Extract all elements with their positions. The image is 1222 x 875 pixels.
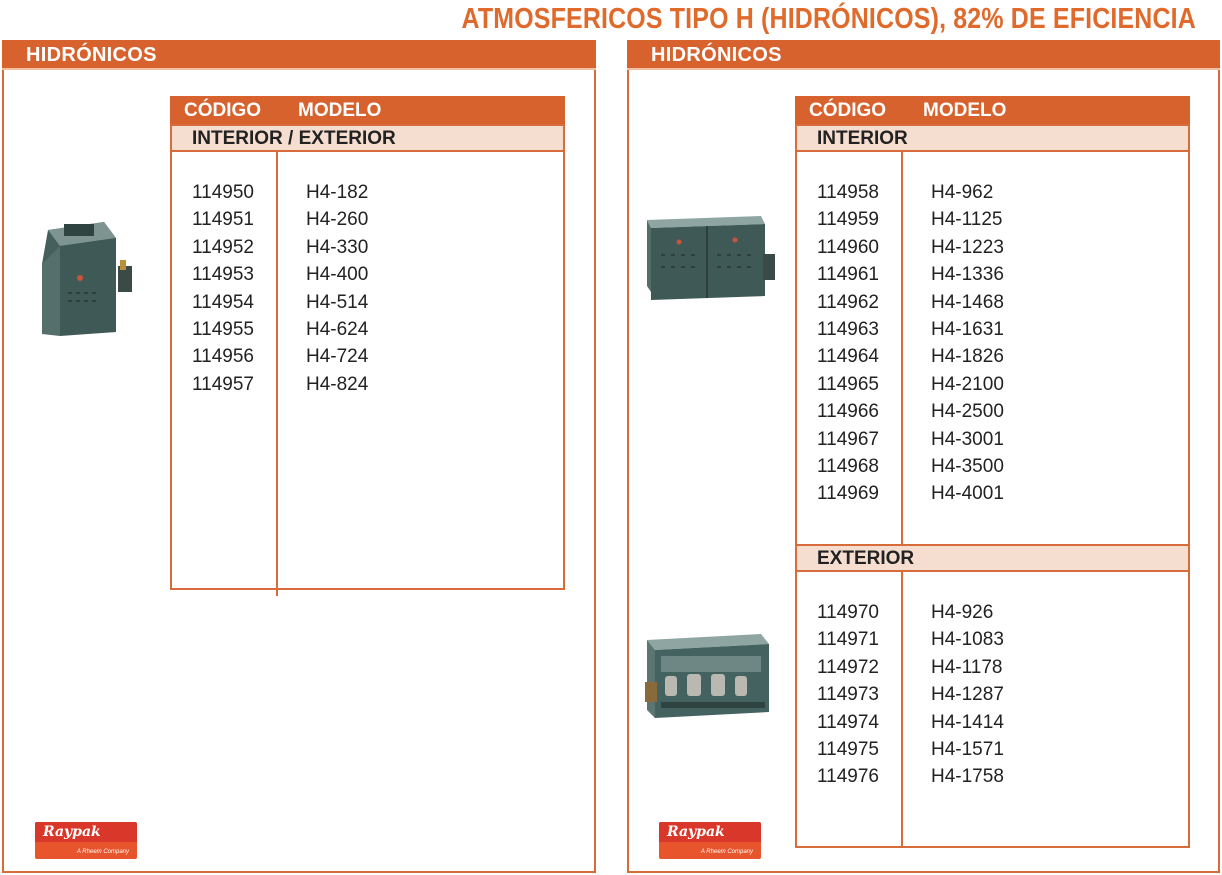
page-title: ATMOSFERICOS TIPO H (HIDRÓNICOS), 82% DE EFICIENCIA [461,3,1196,35]
model-name: H4-1178 [931,656,1003,678]
product-code: 114968 [817,455,879,477]
table-row [797,655,1188,682]
model-name: H4-1287 [931,684,1004,706]
table-row [797,180,1188,207]
product-code: 114964 [817,346,879,368]
table-row [797,737,1188,764]
product-code: 114966 [817,401,879,423]
table-row [172,262,563,289]
section-label-interior-exterior: INTERIOR / EXTERIOR [172,124,563,152]
column-header-code: CÓDIGO [809,100,887,121]
left-rows [172,180,563,399]
column-header-model: MODELO [923,100,1007,121]
product-code: 114963 [817,318,879,340]
table-row [172,235,563,262]
model-name: H4-624 [306,318,369,340]
table-row [797,454,1188,481]
model-name: H4-1631 [931,318,1004,340]
product-code: 114975 [817,738,879,760]
table-row [797,344,1188,371]
product-code: 114953 [192,264,254,286]
model-name: H4-1826 [931,346,1004,368]
product-code: 114951 [192,209,254,231]
section-label-interior: INTERIOR [797,124,1188,152]
left-model-table [170,96,565,590]
product-code: 114972 [817,656,879,678]
table-row [797,235,1188,262]
product-code: 114950 [192,182,254,203]
model-name: H4-926 [931,602,994,623]
column-header-model: MODELO [298,100,382,121]
product-code: 114955 [192,318,254,340]
model-name: H4-514 [306,291,369,313]
product-code: 114974 [817,711,879,733]
model-name: H4-1414 [931,711,1004,733]
table-row [172,207,563,234]
table-row [797,627,1188,654]
left-panel-header: HIDRÓNICOS [2,40,596,70]
table-row [172,180,563,207]
raypak-logo [35,822,137,859]
product-code: 114961 [817,264,879,286]
right-panel-header: HIDRÓNICOS [627,40,1220,70]
logo-tagline: A Rheem Company [700,849,753,855]
section-label-exterior: EXTERIOR [797,544,1188,572]
model-name: H4-4001 [931,483,1004,505]
table-header [795,96,1190,124]
model-name: H4-2100 [931,373,1004,395]
product-code: 114952 [192,236,254,258]
left-panel [2,40,596,873]
product-code: 114960 [817,236,879,258]
logo-brand: Raypak [43,824,101,840]
product-code: 114976 [817,766,879,788]
model-name: H4-1468 [931,291,1004,313]
product-code: 114957 [192,373,254,395]
product-code: 114967 [817,428,879,450]
table-row [797,399,1188,426]
boiler-photo-interior [643,214,777,304]
model-name: H4-182 [306,182,369,203]
boiler-photo-small [34,212,138,338]
product-code: 114965 [817,373,879,395]
right-model-table [795,96,1190,848]
model-name: H4-824 [306,373,369,395]
raypak-logo [659,822,761,859]
table-row [172,290,563,317]
model-name: H4-3500 [931,455,1004,477]
logo-brand: Raypak [667,824,725,840]
product-code: 114958 [817,182,879,203]
table-row [797,710,1188,737]
logo-tagline: A Rheem Company [76,849,129,855]
table-row [797,372,1188,399]
table-row [797,317,1188,344]
table-row [797,427,1188,454]
boiler-photo-exterior [641,630,779,722]
exterior-rows [797,600,1188,792]
model-name: H4-1125 [931,209,1003,231]
table-row [172,372,563,399]
model-name: H4-330 [306,236,369,258]
column-header-code: CÓDIGO [184,100,262,121]
table-row [797,207,1188,234]
product-code: 114969 [817,483,879,505]
model-name: H4-1223 [931,236,1004,258]
product-code: 114971 [817,629,879,651]
model-name: H4-962 [931,182,994,203]
table-row [172,317,563,344]
table-row [797,682,1188,709]
product-code: 114970 [817,602,879,623]
product-code: 114959 [817,209,879,231]
model-name: H4-1758 [931,766,1004,788]
model-name: H4-260 [306,209,369,231]
model-name: H4-1571 [931,738,1004,760]
product-code: 114956 [192,346,254,368]
right-panel [627,40,1220,873]
product-code: 114954 [192,291,254,313]
table-header [170,96,565,124]
interior-rows [797,180,1188,509]
table-row [797,481,1188,508]
model-name: H4-400 [306,264,369,286]
model-name: H4-2500 [931,401,1004,423]
table-row [172,344,563,371]
table-row [797,290,1188,317]
model-name: H4-3001 [931,428,1004,450]
model-name: H4-1336 [931,264,1004,286]
model-name: H4-1083 [931,629,1004,651]
model-name: H4-724 [306,346,369,368]
table-row [797,262,1188,289]
table-row [797,764,1188,791]
product-code: 114973 [817,684,879,706]
table-row [797,600,1188,627]
product-code: 114962 [817,291,879,313]
